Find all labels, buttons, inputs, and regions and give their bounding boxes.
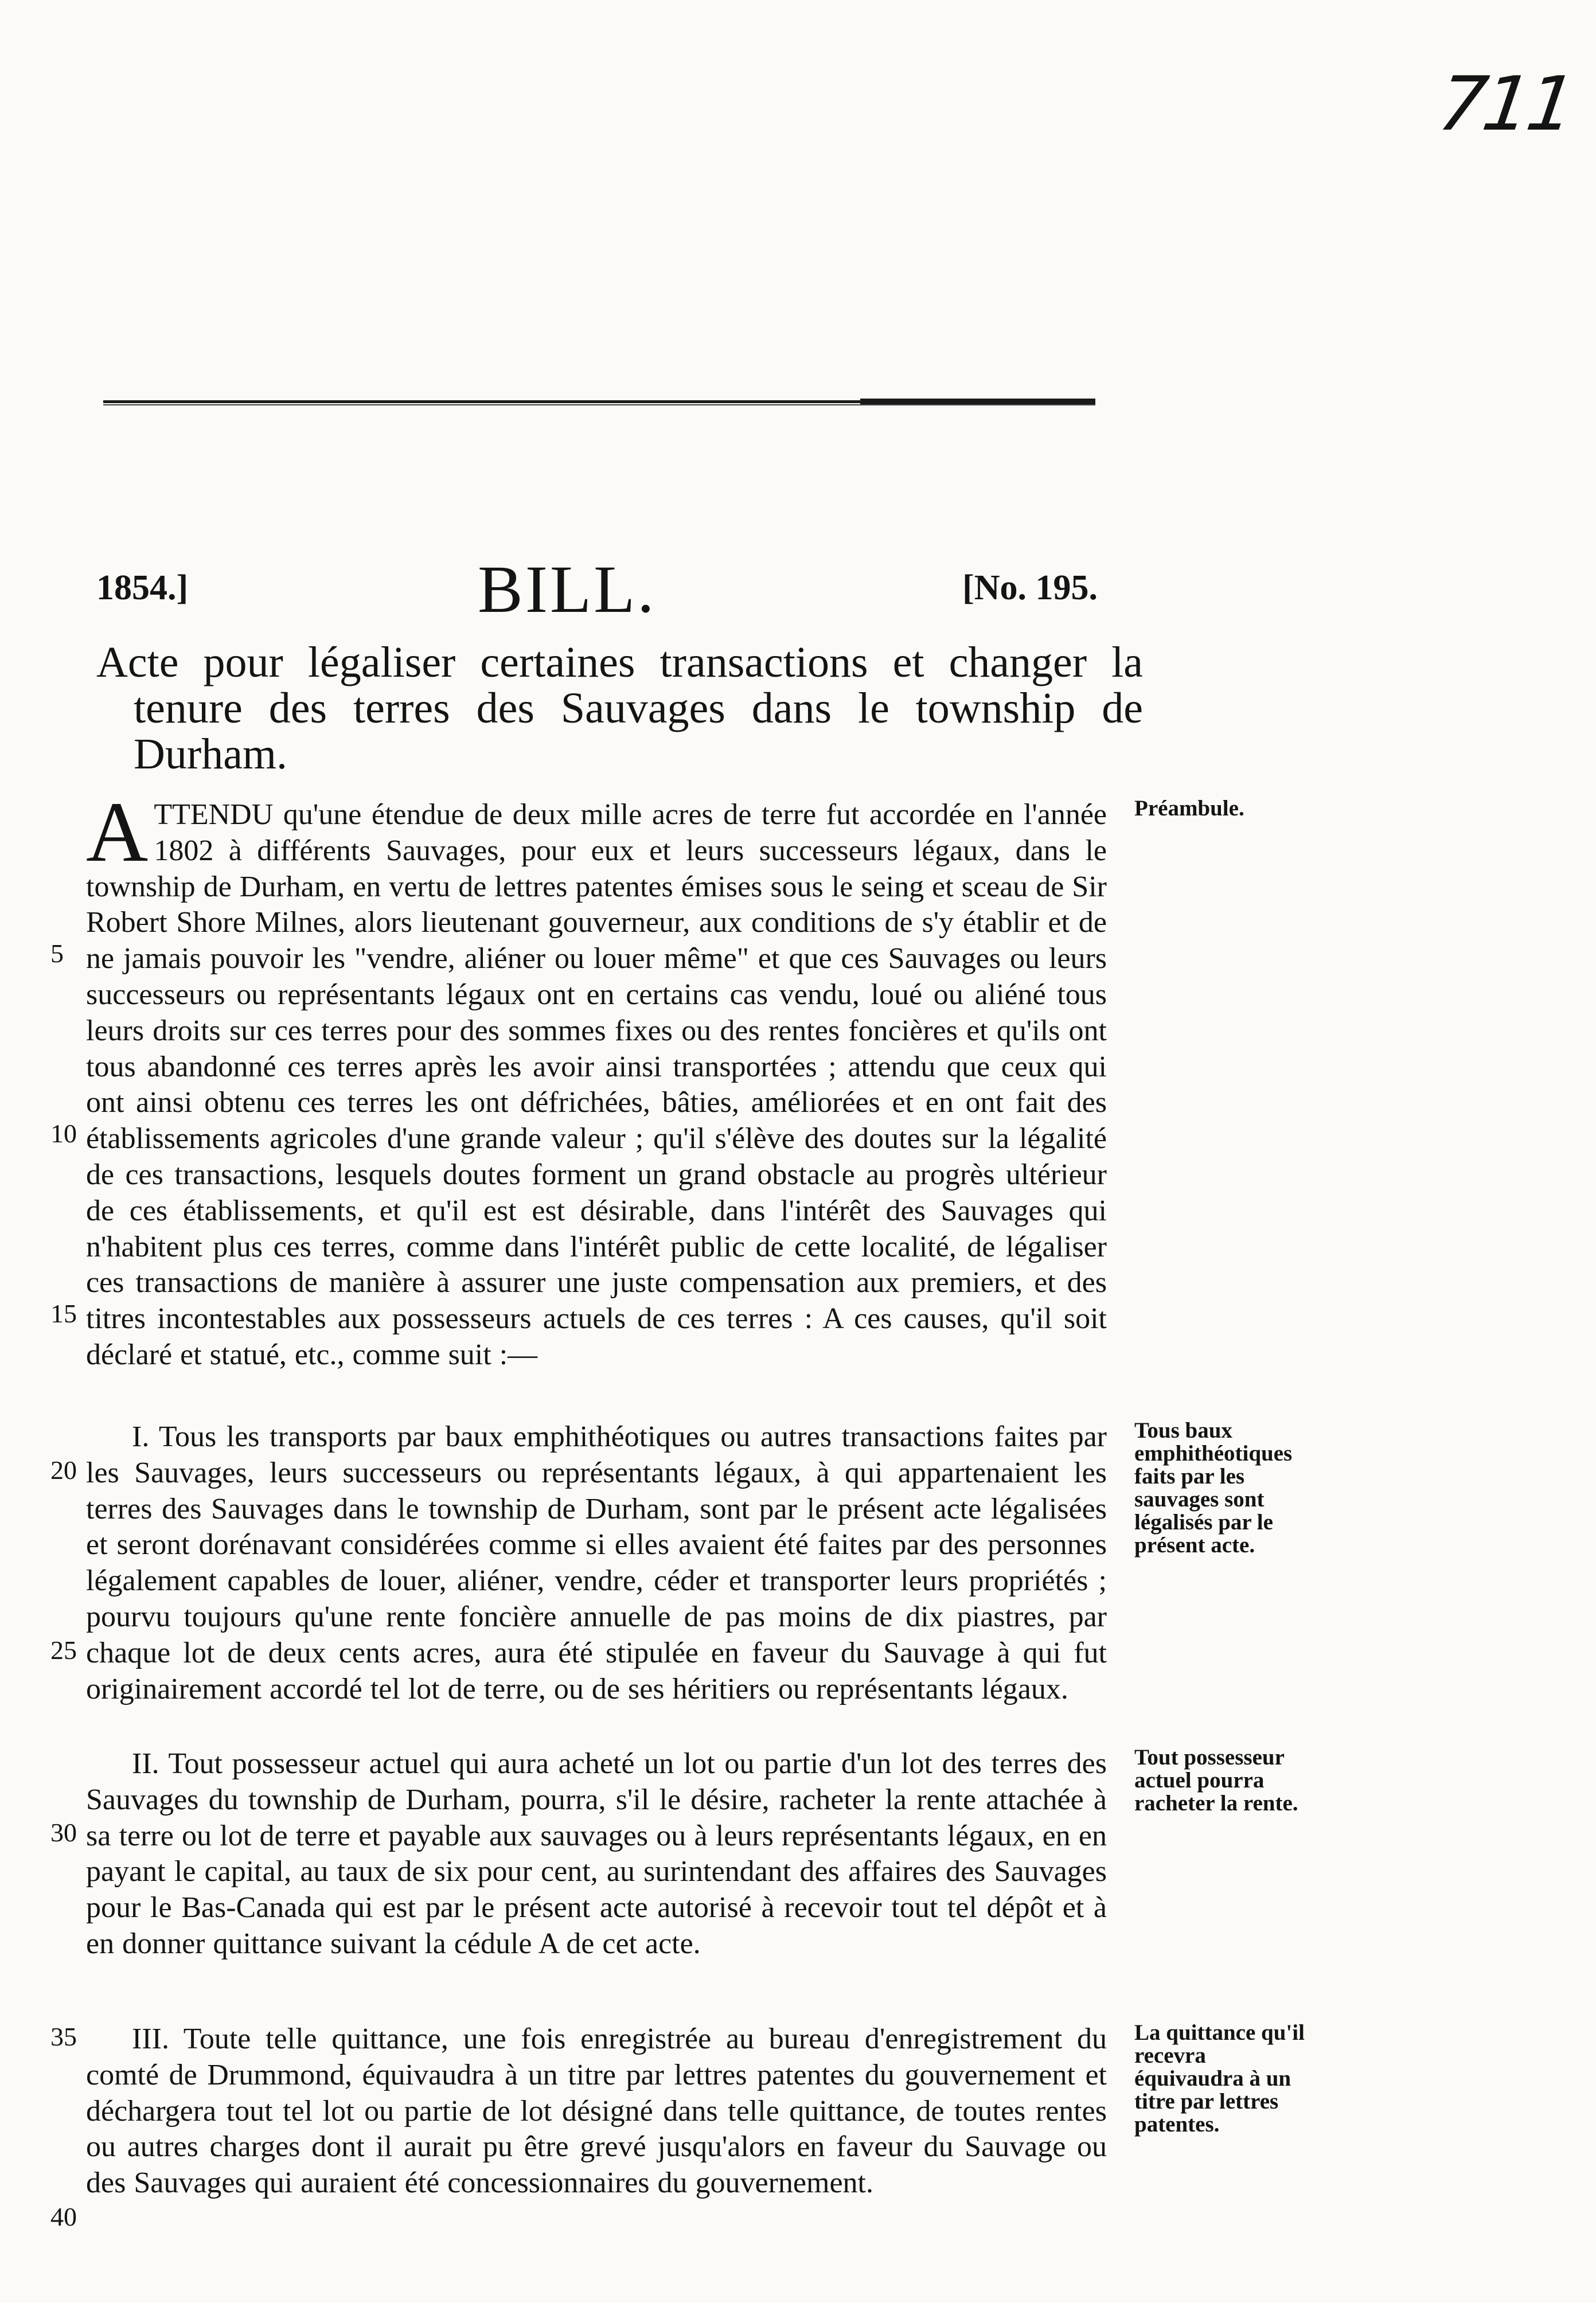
section-3 (50, 2020, 1497, 2231)
section-2-text: II. Tout possesseur actuel qui aura acheté un lot ou partie d'un lot des terres des Sauvages du township de Durham, pourra, s'il le désire, racheter la rente attachée à sa terre ou lot de terre et payable aux sauvages ou à leurs représentants légaux, en en payant le capital, au taux de six pour cent, au surintendant des affaires des Sauvages pour le Bas-Canada qui est par le présent acte autorisé à recevoir tout tel dépôt et à en donner quittance suivant la cédule A de cet acte. (86, 1747, 1107, 1960)
section-1-text: I. Tous les transports par baux emphithéotiques ou autres transactions faites par les Sauvages, leurs successeurs ou représentants légaux, à qui appartenaient les terres des Sauvages dans le township de Durham, sont par le présent acte légalisées et seront dorénavant considérées comme si elles avaient été faites par des personnes légalement capables de louer, aliéner, vendre, céder et transporter leurs propriétés ; pourvu toujours qu'une rente foncière annuelle de pas moins de dix piastres, par chaque lot de deux cents acres, aura été stipulée en faveur du Sauvage à qui fut originairement accordé tel lot de terre, ou de ses héritiers ou représentants légaux. (86, 1420, 1107, 1705)
section-1 (50, 1418, 1497, 1707)
bill-title: Acte pour légaliser certaines transactions et changer la tenure des terres des Sauvages dans le township de Durham. (96, 638, 1143, 778)
top-rule (103, 395, 1095, 409)
section-2 (50, 1745, 1497, 1962)
margin-note-section-2: Tout possesseur actuel pourra racheter la rente. (1134, 1745, 1298, 1816)
margin-note-section-3: La quittance qu'il recevra équivaudra à un titre par lettres patentes. (1134, 2020, 1305, 2137)
section-3-text: III. Toute telle quittance, une fois enregistrée au bureau d'enregistrement du comté de Drummond, équivaudra à un titre par lettres patentes du gouvernement et déchargera tout tel lot ou partie de lot désigné dans telle quittance, de toutes rentes ou autres charges dont il aurait pu être grevé jusqu'alors en faveur du Sauvage ou des Sauvages qui auraient été concessionnaires du gouvernement. (86, 2023, 1107, 2200)
preamble-text (86, 784, 1107, 1373)
line-number: 25 (50, 1635, 77, 1665)
header-bill-number: [No. 195. (962, 568, 1098, 607)
preamble-body: TTENDU qu'une étendue de deux mille acres de terre fut accordée en l'année 1802 à différents Sauvages, pour eux et leurs successeurs légaux, dans le township de Durham, en vertu de lettres patentes émises sous le seing et sceau de Sir Robert Shore Milnes, alors lieutenant gouverneur, aux conditions de s'y établir et de ne jamais pouvoir les "vendre, aliéner ou louer même" et que ces Sauvages ou leurs successeurs ou représentants légaux ont en certains cas vendu, loué ou aliéné tous leurs droits sur ces terres pour des sommes fixes ou des rentes foncières et qu'ils ont tous abandonné ces terres après les avoir ainsi transportées ; attendu que ceux qui ont ainsi obtenu ces terres les ont défrichées, bâties, améliorées et en ont fait des établissements agricoles d'une grande valeur ; qu'il s'élève des doutes sur la légalité de ces transactions, lesquels doutes forment un grand obstacle au progrès ultérieur de ces établissements, et qu'il est est désirable, dans l'intérêt des Sauvages qui n'habitent plus ces terres, comme dans l'intérêt public de cette localité, de légaliser ces transactions de manière à assurer une juste compensation aux premiers, et des titres incontestables aux possesseurs actuels de ces terres : A ces causes, qu'il soit déclaré et statué, etc., comme suit :— (86, 798, 1107, 1371)
dropcap: A (86, 784, 149, 880)
line-number: 35 (50, 2022, 77, 2051)
line-number: 10 (50, 1119, 77, 1148)
header-year: 1854.] (96, 568, 189, 607)
header-bill-title: BILL. (478, 552, 657, 627)
line-number: 20 (50, 1455, 77, 1485)
preamble-section (50, 784, 1497, 1373)
line-number: 30 (50, 1818, 77, 1847)
line-number: 5 (50, 939, 64, 968)
margin-note-section-1: Tous baux emphithéotiques faits par les sauvages sont légalisés par le présent acte. (1134, 1418, 1293, 1558)
line-number: 15 (50, 1299, 77, 1328)
bill-header (96, 551, 1098, 631)
margin-note-preamble: Préambule. (1134, 796, 1244, 821)
page-number: 711 (1433, 60, 1578, 147)
line-number: 40 (50, 2202, 77, 2231)
